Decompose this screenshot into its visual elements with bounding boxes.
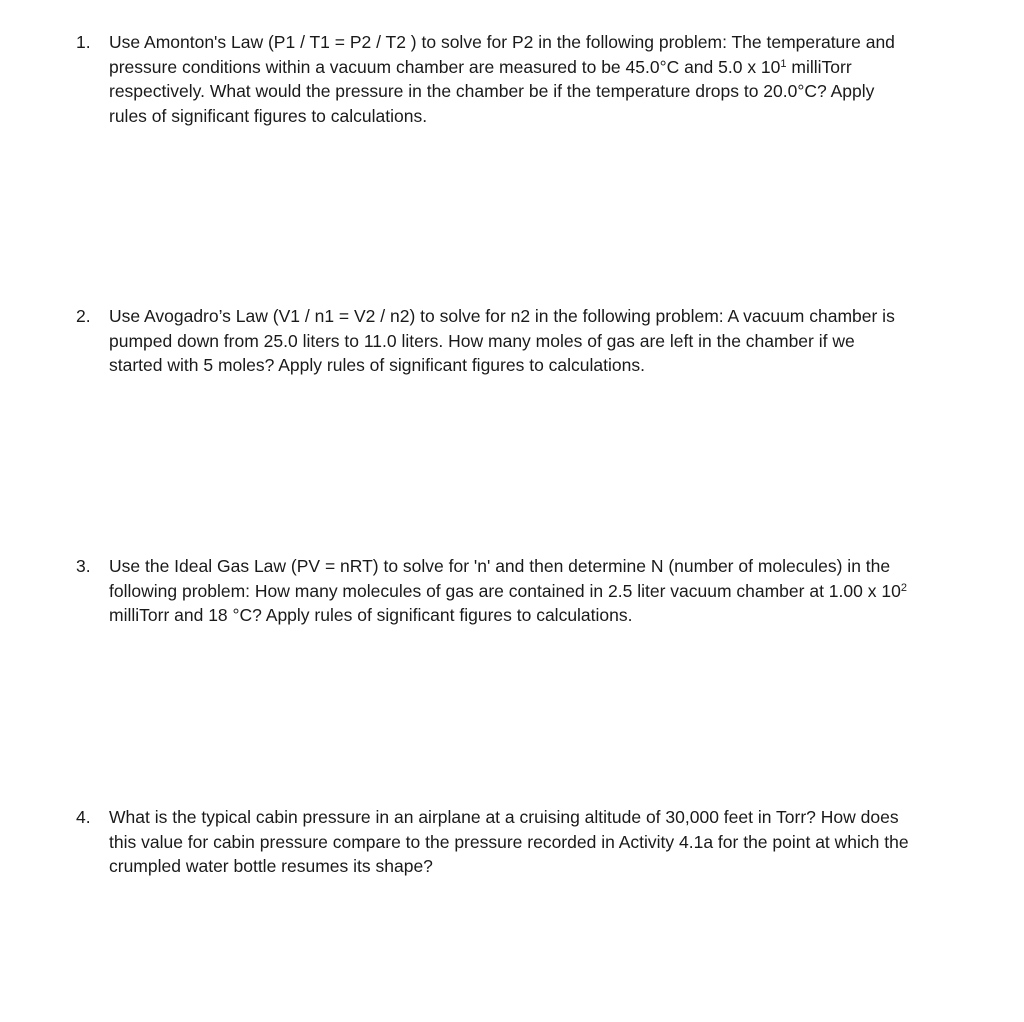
question-1-line-3: respectively. What would the pressure in the chamber be if the temperature drops to 20.0°C? Apply bbox=[109, 81, 875, 101]
question-1-text bbox=[109, 30, 979, 128]
question-1-number: 1. bbox=[76, 32, 91, 52]
question-1-line-2-main: pressure conditions within a vacuum chamber are measured to be 45.0°C and 5.0 x 10 bbox=[109, 56, 781, 77]
question-3-line-2 bbox=[109, 579, 979, 604]
question-3-line-1: Use the Ideal Gas Law (PV = nRT) to solve for 'n' and then determine N (number of molecules) in the bbox=[109, 556, 891, 576]
question-1-exponent: 1 bbox=[780, 57, 787, 70]
question-4-line-3: crumpled water bottle resumes its shape? bbox=[109, 856, 433, 876]
question-1-line-1: Use Amonton's Law (P1 / T1 = P2 / T2 ) to solve for P2 in the following problem: The temperature and bbox=[109, 32, 895, 52]
question-3-exponent: 2 bbox=[900, 581, 907, 594]
question-1-line-4: rules of significant figures to calculations. bbox=[109, 105, 428, 126]
question-3-text bbox=[109, 554, 979, 628]
question-3-line-3: milliTorr and 18 °C? Apply rules of significant figures to calculations. bbox=[109, 605, 633, 625]
question-1-line-2 bbox=[109, 55, 979, 80]
question-4-line-2: this value for cabin pressure compare to the pressure recorded in Activity 4.1a for the point at which the bbox=[109, 831, 909, 852]
question-2-line-1: Use Avogadro’s Law (V1 / n1 = V2 / n2) to solve for n2 in the following problem: A vacuum chamber is bbox=[109, 306, 895, 326]
question-4-text bbox=[109, 805, 979, 879]
question-4-line-1: What is the typical cabin pressure in an airplane at a cruising altitude of 30,000 feet in Torr? How does bbox=[109, 807, 899, 827]
question-2-number: 2. bbox=[76, 306, 91, 326]
question-3-line-2-main: following problem: How many molecules of gas are contained in 2.5 liter vacuum chamber at 1.00 x 10 bbox=[109, 580, 901, 601]
question-2-text bbox=[109, 304, 979, 378]
question-4-number: 4. bbox=[76, 807, 91, 827]
question-3-number: 3. bbox=[76, 556, 91, 576]
question-2-line-2: pumped down from 25.0 liters to 11.0 liters. How many moles of gas are left in the chamber if we bbox=[109, 330, 855, 351]
question-2-line-3: started with 5 moles? Apply rules of significant figures to calculations. bbox=[109, 355, 645, 375]
question-1-line-2-unit: milliTorr bbox=[786, 56, 852, 77]
